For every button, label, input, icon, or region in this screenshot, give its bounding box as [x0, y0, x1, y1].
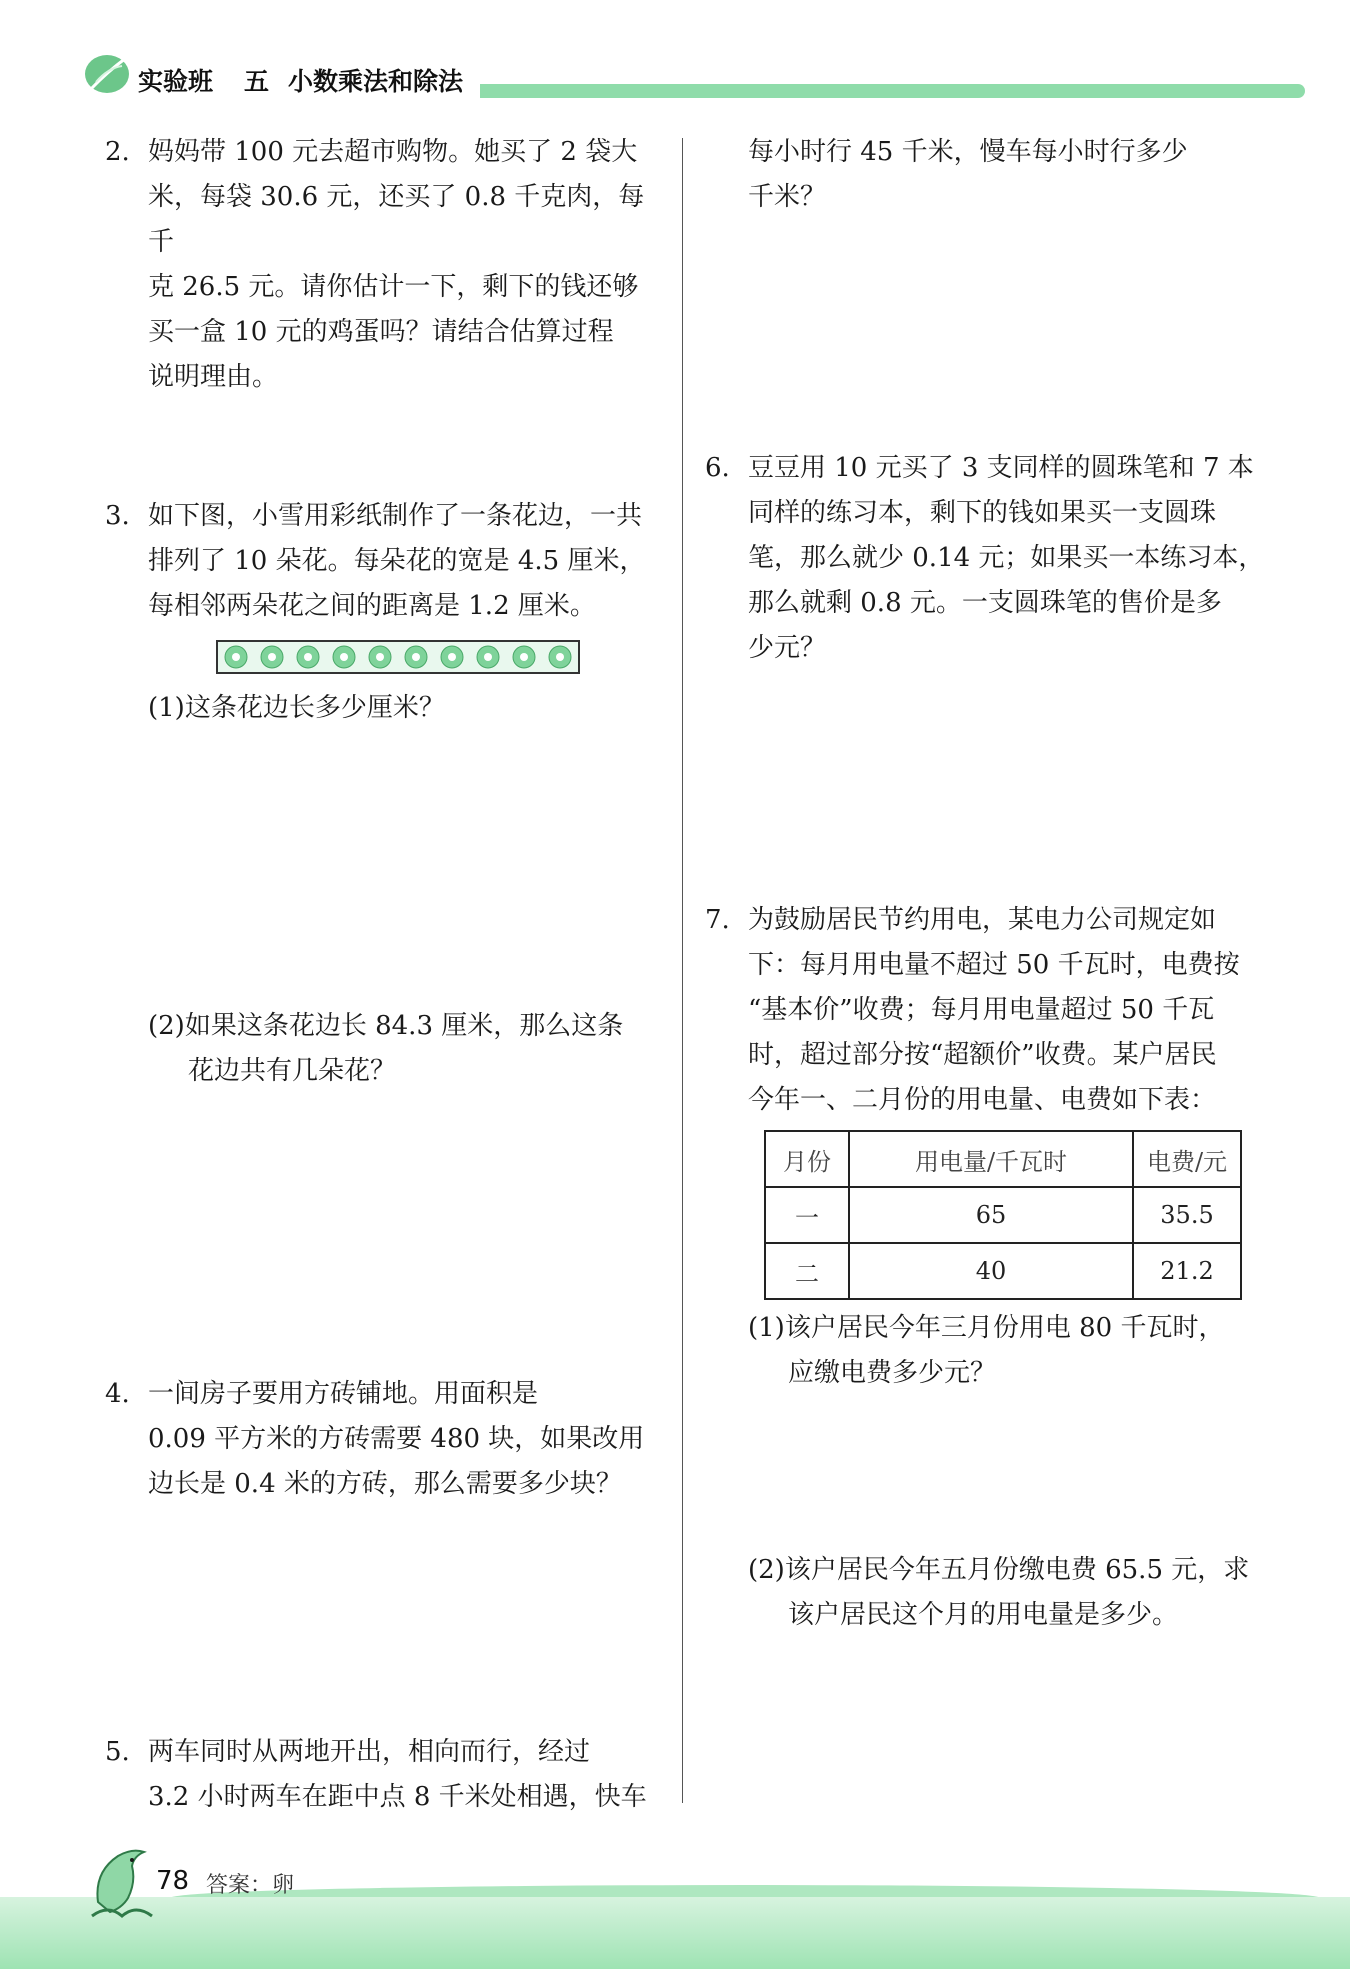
column-divider — [682, 138, 683, 1803]
table-header-row — [765, 1131, 1241, 1187]
table-cell: 40 — [849, 1243, 1133, 1299]
table-cell: 21.2 — [1133, 1243, 1241, 1299]
question-line: (2)该户居民今年五月份缴电费 65.5 元，求 — [748, 1555, 1250, 1585]
question-line: 一间房子要用方砖铺地。用面积是 — [148, 1379, 539, 1409]
dolphin-icon — [88, 1842, 156, 1922]
question-6 — [705, 446, 1268, 671]
question-4 — [105, 1372, 668, 1507]
header-leaf-logo — [82, 52, 132, 96]
table-row — [765, 1243, 1241, 1299]
question-2 — [105, 130, 668, 400]
question-line: 3.2 小时两车在距中点 8 千米处相遇，快车 — [148, 1782, 647, 1812]
question-line: 如下图，小雪用彩纸制作了一条花边，一共 — [148, 501, 643, 531]
table-header-cell: 电费/元 — [1133, 1131, 1241, 1187]
question-number: 2. — [105, 137, 130, 167]
question-line: 时，超过部分按“超额价”收费。某户居民 — [748, 1040, 1217, 1070]
question-line: 每相邻两朵花之间的距离是 1.2 厘米。 — [148, 591, 596, 621]
question-3 — [105, 494, 668, 629]
question-line: 同样的练习本，剩下的钱如果买一支圆珠 — [748, 498, 1217, 528]
question-line: 0.09 平方米的方砖需要 480 块，如果改用 — [148, 1424, 645, 1454]
table-header-cell: 用电量/千瓦时 — [849, 1131, 1133, 1187]
footer-band — [0, 1897, 1350, 1969]
question-line: 那么就剩 0.8 元。一支圆珠笔的售价是多 — [748, 588, 1222, 618]
question-line: 每小时行 45 千米，慢车每小时行多少 — [748, 137, 1188, 167]
question-line: (2)如果这条花边长 84.3 厘米，那么这条 — [148, 1011, 624, 1041]
table-cell: 二 — [765, 1243, 849, 1299]
question-7 — [705, 898, 1268, 1123]
question-line: 下：每月用电量不超过 50 千瓦时，电费按 — [748, 950, 1240, 980]
question-line: 豆豆用 10 元买了 3 支同样的圆珠笔和 7 本 — [748, 453, 1254, 483]
header-bar — [480, 84, 1305, 98]
question-number: 6. — [705, 453, 730, 483]
question-line: 应缴电费多少元？ — [788, 1358, 997, 1388]
question-line: 笔，那么就少 0.14 元；如果买一本练习本， — [748, 543, 1265, 573]
question-5 — [105, 1730, 668, 1820]
question-line: 排列了 10 朵花。每朵花的宽是 4.5 厘米， — [148, 546, 646, 576]
question-line: 花边共有几朵花？ — [188, 1056, 397, 1086]
question-3-part-2 — [148, 1004, 668, 1094]
electricity-table — [764, 1130, 1242, 1300]
question-number: 4. — [105, 1379, 130, 1409]
question-line: 为鼓励居民节约用电，某电力公司规定如 — [748, 905, 1217, 935]
header-unit: 五 — [244, 67, 270, 96]
question-number: 5. — [105, 1737, 130, 1767]
question-line: 少元？ — [748, 633, 827, 663]
question-line: 该户居民这个月的用电量是多少。 — [788, 1600, 1179, 1630]
question-5-continued — [748, 130, 1268, 220]
flower-border-figure — [216, 640, 580, 674]
question-line: “基本价”收费；每月用电量超过 50 千瓦 — [748, 995, 1215, 1025]
table-cell: 35.5 — [1133, 1187, 1241, 1243]
question-line: 今年一、二月份的用电量、电费如下表： — [748, 1085, 1217, 1115]
table-row — [765, 1187, 1241, 1243]
header-chapter: 小数乘法和除法 — [288, 67, 464, 96]
table-cell: 65 — [849, 1187, 1133, 1243]
question-line: 克 26.5 元。请你估计一下，剩下的钱还够 — [148, 272, 639, 302]
question-line: 说明理由。 — [148, 362, 279, 392]
question-3-part-1 — [148, 686, 668, 731]
page-number: 78 — [156, 1866, 190, 1896]
question-line: (1)这条花边长多少厘米？ — [148, 693, 445, 723]
question-7-part-2 — [748, 1548, 1268, 1638]
question-line: 买一盒 10 元的鸡蛋吗？请结合估算过程 — [148, 317, 614, 347]
question-line: 边长是 0.4 米的方砖，那么需要多少块？ — [148, 1469, 622, 1499]
question-number: 3. — [105, 501, 130, 531]
question-line: 米，每袋 30.6 元，还买了 0.8 千克肉，每千 — [148, 182, 645, 257]
answer-note: 答案：卵 — [206, 1873, 295, 1898]
question-line: 妈妈带 100 元去超市购物。她买了 2 袋大 — [148, 137, 638, 167]
table-header-cell: 月份 — [765, 1131, 849, 1187]
question-line: 两车同时从两地开出，相向而行，经过 — [148, 1737, 591, 1767]
table-cell: 一 — [765, 1187, 849, 1243]
question-line: (1)该户居民今年三月份用电 80 千瓦时， — [748, 1313, 1225, 1343]
question-7-part-1 — [748, 1306, 1268, 1396]
header-series: 实验班 — [138, 67, 214, 96]
question-number: 7. — [705, 905, 730, 935]
question-line: 千米？ — [748, 182, 827, 212]
